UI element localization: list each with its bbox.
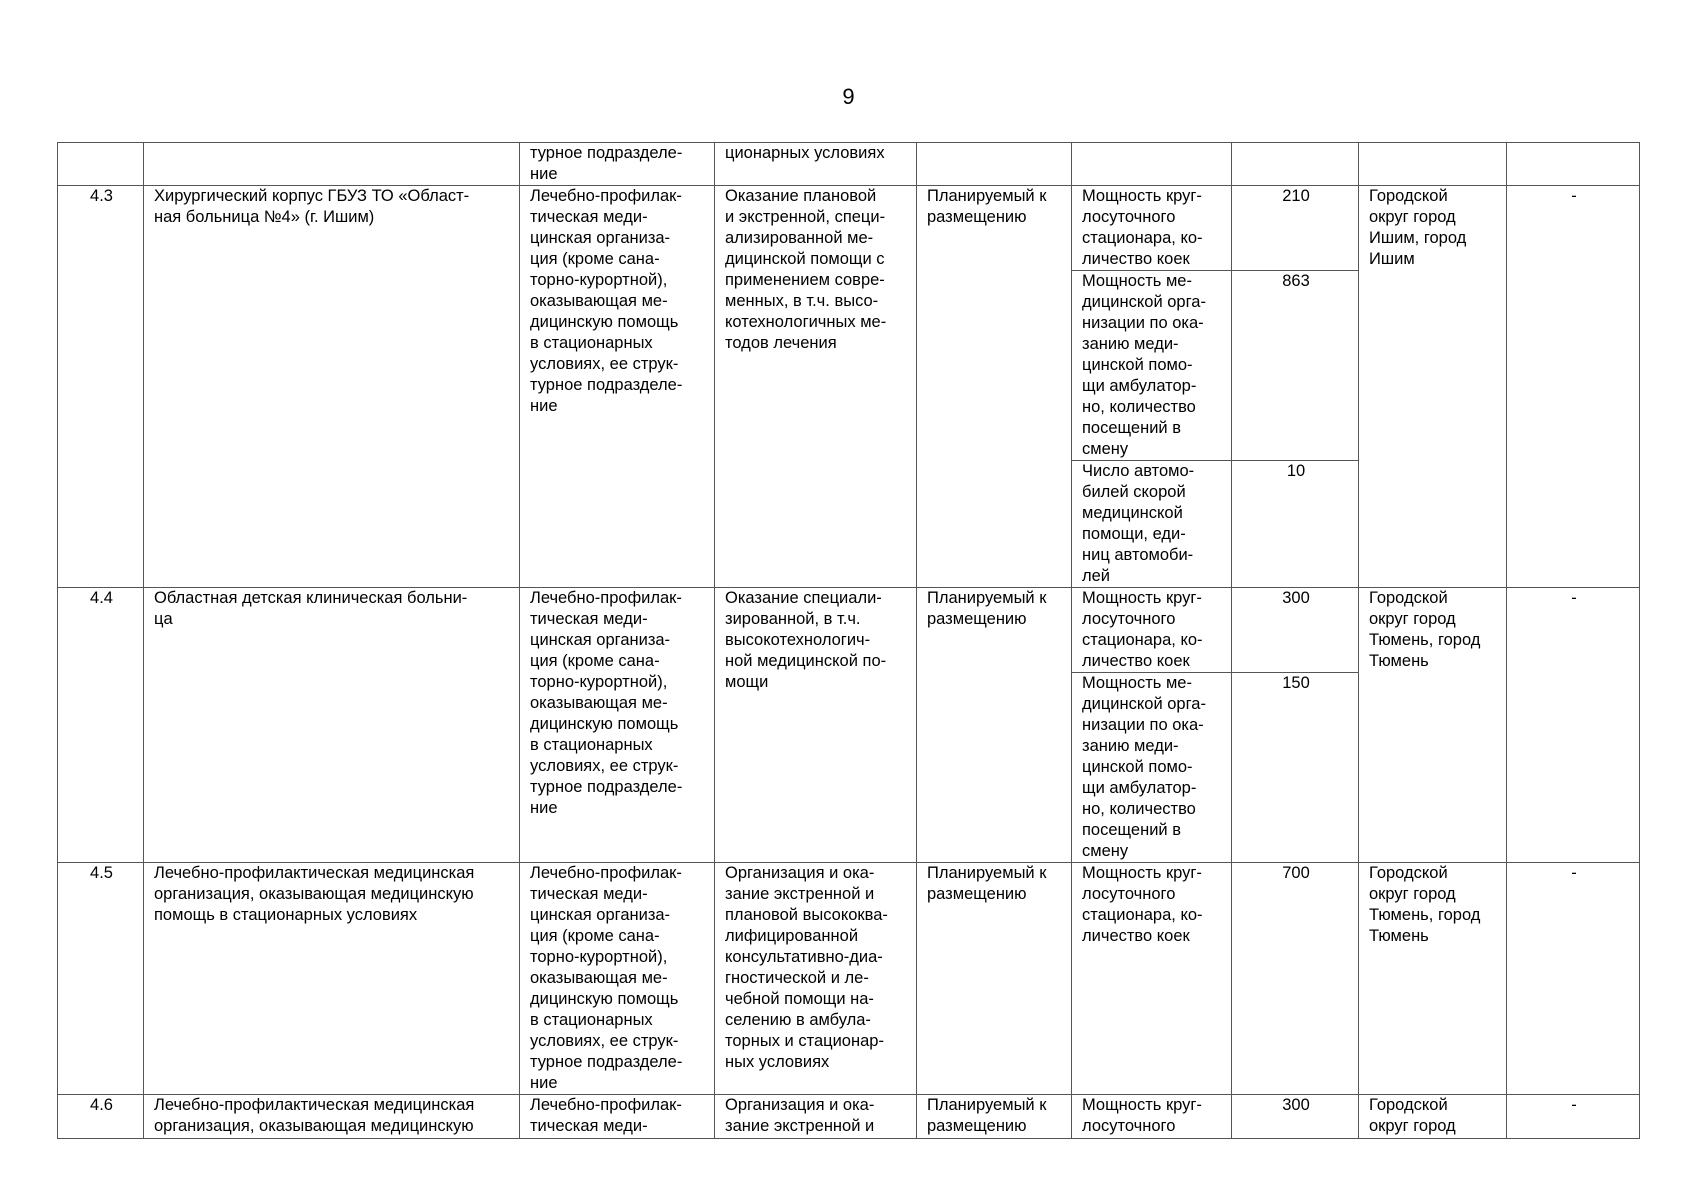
cell-note: -: [1507, 186, 1640, 588]
cell-indicator-value: 300: [1232, 1095, 1359, 1139]
cell-indicator-value: 150: [1232, 673, 1359, 863]
cell-status: [917, 143, 1072, 186]
cell-location: [1359, 143, 1507, 186]
cell-location: Городской округ город Тюмень, город Тюмень: [1359, 588, 1507, 863]
cell-indicator-name: Число автомо- билей скорой медицинской помощи, еди- ниц автомоби- лей: [1072, 461, 1232, 588]
cell-indicator-value: 10: [1232, 461, 1359, 588]
cell-note: -: [1507, 588, 1640, 863]
cell-status: Планируемый к размещению: [917, 863, 1072, 1095]
cell-location: Городской округ город: [1359, 1095, 1507, 1139]
cell-indicator-name: Мощность круг- лосуточного стационара, ко- личество коек: [1072, 186, 1232, 271]
table-row-4-4: [58, 588, 1640, 673]
cell-indicator-name: Мощность круг- лосуточного стационара, ко- личество коек: [1072, 588, 1232, 673]
cell-object-name: Лечебно-профилактическая медицинская организация, оказывающая медицинскую: [144, 1095, 520, 1139]
cell-object-type: Лечебно-профилак- тическая меди- цинская организа- ция (кроме сана- торно-курортной), оказывающая ме- дицинскую помощь в стационарных условиях, ее струк- турное подразделе- ние: [520, 863, 715, 1095]
cell-indicator-value: 700: [1232, 863, 1359, 1095]
cell-indicator-value: [1232, 143, 1359, 186]
cell-object-type: Лечебно-профилак- тическая меди- цинская организа- ция (кроме сана- торно-курортной), оказывающая ме- дицинскую помощь в стационарных условиях, ее струк- турное подразделе- ние: [520, 588, 715, 863]
cell-purpose: Оказание плановой и экстренной, специ- ализированной ме- дицинской помощи с применением совре- менных, в т.ч. высо- котехнологичных ме- тодов лечения: [715, 186, 917, 588]
cell-indicator-name: [1072, 143, 1232, 186]
cell-note: -: [1507, 1095, 1640, 1139]
cell-number: [58, 143, 144, 186]
cell-indicator-value: 300: [1232, 588, 1359, 673]
cell-purpose: ционарных условиях: [715, 143, 917, 186]
table-row-4-5: [58, 863, 1640, 1095]
cell-object-name: Лечебно-профилактическая медицинская организация, оказывающая медицинскую помощь в стационарных условиях: [144, 863, 520, 1095]
cell-number: 4.3: [58, 186, 144, 588]
cell-purpose: Организация и ока- зание экстренной и: [715, 1095, 917, 1139]
cell-status: Планируемый к размещению: [917, 588, 1072, 863]
cell-indicator-name: Мощность ме- дицинской орга- низации по ока- занию меди- цинской помо- щи амбулатор- но, количество посещений в смену: [1072, 673, 1232, 863]
cell-location: Городской округ город Тюмень, город Тюмень: [1359, 863, 1507, 1095]
cell-number: 4.6: [58, 1095, 144, 1139]
cell-object-name: [144, 143, 520, 186]
cell-object-name: Областная детская клиническая больни- ца: [144, 588, 520, 863]
cell-purpose: Оказание специали- зированной, в т.ч. высокотехнологич- ной медицинской по- мощи: [715, 588, 917, 863]
cell-object-name: Хирургический корпус ГБУЗ ТО «Област- ная больница №4» (г. Ишим): [144, 186, 520, 588]
cell-status: Планируемый к размещению: [917, 186, 1072, 588]
cell-note: [1507, 143, 1640, 186]
cell-note: -: [1507, 863, 1640, 1095]
cell-indicator-name: Мощность круг- лосуточного стационара, ко- личество коек: [1072, 863, 1232, 1095]
cell-purpose: Организация и ока- зание экстренной и плановой высококва- лифицированной консультативно-диа- гностической и ле- чебной помощи на- селению в амбула- торных и стационар- ных условиях: [715, 863, 917, 1095]
cell-location: Городской округ город Ишим, город Ишим: [1359, 186, 1507, 588]
page-number: 9: [842, 84, 855, 109]
cell-indicator-name: Мощность ме- дицинской орга- низации по ока- занию меди- цинской помо- щи амбулатор- но, количество посещений в смену: [1072, 271, 1232, 461]
cell-object-type: турное подразделе- ние: [520, 143, 715, 186]
cell-indicator-value: 210: [1232, 186, 1359, 271]
table-row-continuation: [58, 143, 1640, 186]
cell-number: 4.4: [58, 588, 144, 863]
cell-indicator-name: Мощность круг- лосуточного: [1072, 1095, 1232, 1139]
cell-number: 4.5: [58, 863, 144, 1095]
cell-status: Планируемый к размещению: [917, 1095, 1072, 1139]
cell-indicator-value: 863: [1232, 271, 1359, 461]
cell-object-type: Лечебно-профилак- тическая меди- цинская организа- ция (кроме сана- торно-курортной), оказывающая ме- дицинскую помощь в стационарных условиях, ее струк- турное подразделе- ние: [520, 186, 715, 588]
cell-object-type: Лечебно-профилак- тическая меди-: [520, 1095, 715, 1139]
table-row-4-6: [58, 1095, 1640, 1139]
table-row-4-3: [58, 186, 1640, 271]
planning-table: [57, 142, 1640, 1139]
